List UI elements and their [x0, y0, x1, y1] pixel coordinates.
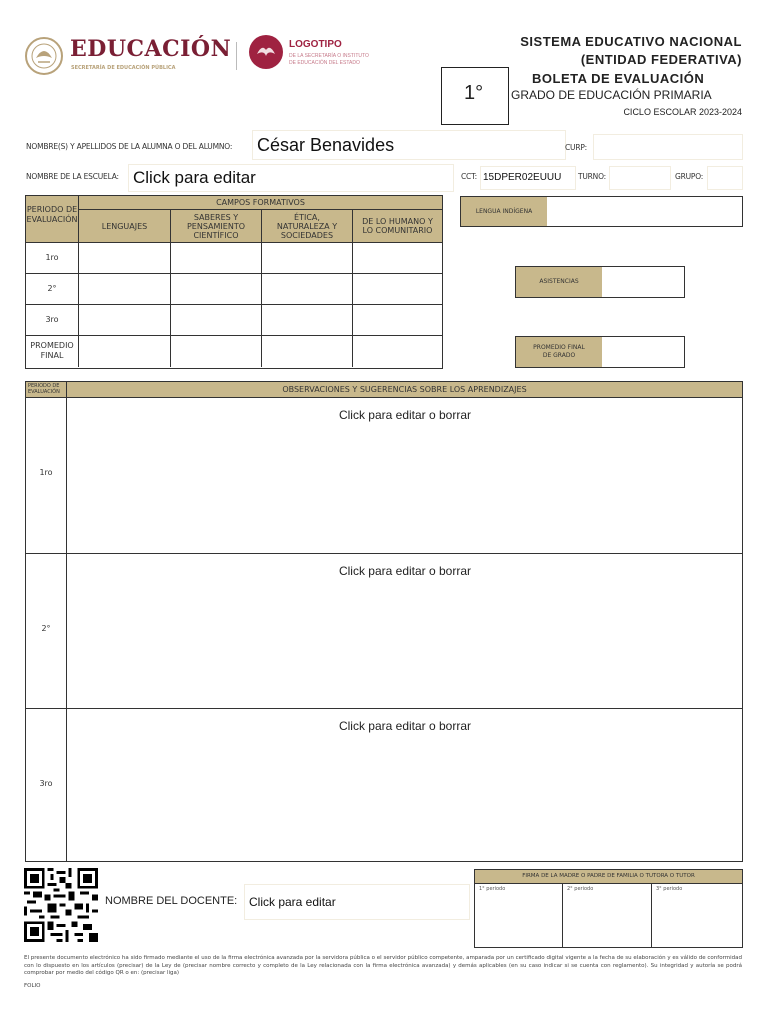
state-logo-icon [248, 34, 284, 70]
obs-period: 1ro [39, 468, 53, 477]
logo-subtitle: SECRETARÍA DE EDUCACIÓN PÚBLICA [71, 65, 176, 71]
row-label: 1ro [45, 253, 59, 262]
doc-title: BOLETA DE EVALUACIÓN [532, 71, 705, 86]
grupo-label: GRUPO: [675, 172, 704, 181]
turno-label: TURNO: [578, 172, 606, 181]
docente-label: NOMBRE DEL DOCENTE: [105, 895, 238, 907]
asistencias-label-cell [516, 267, 602, 297]
firma-title: FIRMA DE LA MADRE O PADRE DE FAMILIA O TUTORA O TUTOR [522, 873, 695, 879]
obs-text: Click para editar o borrar [338, 564, 472, 578]
cct-field[interactable]: 15DPER02EUUU [480, 166, 576, 190]
obs-period-label: PERIODO DE EVALUACIÓN [28, 383, 60, 395]
eagle-seal-icon [24, 36, 64, 76]
col-header-lenguajes [79, 210, 171, 243]
grade-row-final [26, 336, 442, 367]
period-header-label: PERIODO DE EVALUACIÓN [26, 205, 78, 224]
grade-cell[interactable] [78, 336, 171, 367]
grade-cell[interactable] [78, 274, 171, 304]
firma-cell-2[interactable] [563, 884, 652, 947]
logo-title: EDUCACIÓN [70, 36, 232, 62]
col-label: SABERES Y PENSAMIENTO CIENTÍFICO [186, 212, 246, 240]
student-name-field[interactable]: César Benavides [252, 130, 566, 160]
firma-period-label: 2° periodo [567, 886, 594, 892]
obs-title-cell [67, 382, 742, 398]
col-label: ÉTICA, NATURALEZA Y SOCIEDADES [276, 212, 338, 240]
obs-row-1 [26, 398, 742, 554]
col-label: LENGUAJES [101, 221, 148, 231]
grade-cell[interactable] [352, 243, 443, 273]
logotipo-sub2: DE EDUCACIÓN DEL ESTADO [289, 60, 360, 66]
logo-divider [236, 42, 237, 70]
school-cycle: CICLO ESCOLAR 2023-2024 [623, 107, 742, 117]
turno-field[interactable] [609, 166, 671, 190]
obs-text: Click para editar o borrar [338, 719, 472, 733]
grade-cell[interactable] [261, 305, 353, 335]
grade-cell[interactable] [352, 305, 443, 335]
asistencias-field[interactable] [603, 267, 683, 297]
grade-cell[interactable] [352, 336, 443, 367]
firma-table [474, 869, 743, 948]
student-name-label: NOMBRE(S) Y APELLIDOS DE LA ALUMNA O DEL ALUMNO: [26, 142, 233, 151]
promedio-field[interactable] [603, 337, 683, 367]
grade-cell[interactable] [261, 274, 353, 304]
cct-label: CCT: [461, 172, 477, 181]
grade-cell[interactable] [352, 274, 443, 304]
asistencias-box [515, 266, 685, 298]
obs-period: 3ro [39, 779, 53, 788]
obs-text-field[interactable] [66, 709, 743, 861]
grade-cell[interactable] [170, 336, 262, 367]
obs-text-field[interactable] [66, 398, 743, 553]
grades-table [25, 195, 443, 369]
grade-cell[interactable] [261, 243, 353, 273]
obs-title: OBSERVACIONES Y SUGERENCIAS SOBRE LOS APRENDIZAJES [282, 385, 527, 394]
firma-period-label: 3° periodo [656, 886, 683, 892]
firma-cell-1[interactable] [475, 884, 563, 947]
grade-box[interactable] [441, 67, 509, 125]
grade-cell[interactable] [170, 305, 262, 335]
state-logo [248, 34, 398, 74]
docente-field[interactable]: Click para editar [244, 884, 470, 920]
grade-text: GRADO DE EDUCACIÓN PRIMARIA [511, 88, 712, 102]
curp-field[interactable] [593, 134, 743, 160]
curp-label: CURP: [565, 143, 587, 152]
folio-label: FOLIO [24, 983, 41, 989]
obs-period: 2° [41, 624, 51, 633]
grade-cell[interactable] [261, 336, 353, 367]
grade-cell[interactable] [78, 305, 171, 335]
firma-title-cell [475, 870, 742, 884]
firma-cell-3[interactable] [652, 884, 742, 947]
observations-table [25, 381, 743, 862]
sep-logo [24, 34, 234, 78]
grade-row-3 [26, 305, 442, 336]
col-label: DE LO HUMANO Y LO COMUNITARIO [362, 217, 433, 235]
col-header-saberes [171, 210, 262, 243]
promedio-label: PROMEDIO FINAL DE GRADO [533, 344, 585, 359]
qr-code-icon [24, 868, 98, 942]
promedio-label-cell [516, 337, 602, 367]
grade-cell[interactable] [170, 243, 262, 273]
col-header-humano [353, 210, 442, 243]
system-line2: (ENTIDAD FEDERATIVA) [580, 52, 742, 67]
grade-cell[interactable] [170, 274, 262, 304]
logotipo-sub1: DE LA SECRETARÍA O INSTITUTO [289, 53, 369, 59]
row-label: 2° [47, 284, 57, 293]
school-name-label: NOMBRE DE LA ESCUELA: [26, 172, 119, 181]
lengua-indigena-box [460, 196, 743, 227]
grupo-field[interactable] [707, 166, 743, 190]
grade-value: 1° [464, 82, 484, 104]
logotipo-title: LOGOTIPO [289, 39, 342, 50]
row-label: 3ro [45, 315, 59, 324]
school-name-field[interactable]: Click para editar [128, 164, 454, 192]
obs-period-header [26, 382, 67, 398]
obs-row-2 [26, 554, 742, 709]
grade-cell[interactable] [78, 243, 171, 273]
obs-text-field[interactable] [66, 554, 743, 708]
grade-row-2 [26, 274, 442, 305]
system-line1: SISTEMA EDUCATIVO NACIONAL [520, 34, 742, 49]
legal-text: El presente documento electrónico ha sido firmado mediante el uso de la firma electrónica avanzada por la servidora pública o el servidor público competente, amparada por un certificado digital vigente a la fecha de su elaboración y es válido de conformidad con lo dispuesto en los artículos (precisar) de la Ley de (precisar nombre correcto y completo de la Ley relacionada con la firma electrónica avanzada) y demás aplicables (en su caso indicar si se cuenta con reglamento). Su integridad y autoría se podrá comprobar por medio del código QR o en: (precisar liga) [24, 955, 742, 976]
lengua-label-cell [461, 197, 547, 226]
row-label: PROMEDIO FINAL [30, 341, 74, 360]
asistencias-label: ASISTENCIAS [539, 278, 579, 285]
lengua-field[interactable] [548, 197, 742, 226]
promedio-final-box [515, 336, 685, 368]
obs-text: Click para editar o borrar [338, 408, 472, 422]
lengua-label: LENGUA INDÍGENA [475, 208, 533, 215]
firma-period-label: 1° periodo [479, 886, 506, 892]
period-header-cell [26, 196, 79, 243]
grade-row-1 [26, 243, 442, 274]
obs-row-3 [26, 709, 742, 861]
campos-header-label: CAMPOS FORMATIVOS [216, 198, 305, 207]
col-header-etica [262, 210, 353, 243]
campos-header-cell [79, 196, 442, 210]
